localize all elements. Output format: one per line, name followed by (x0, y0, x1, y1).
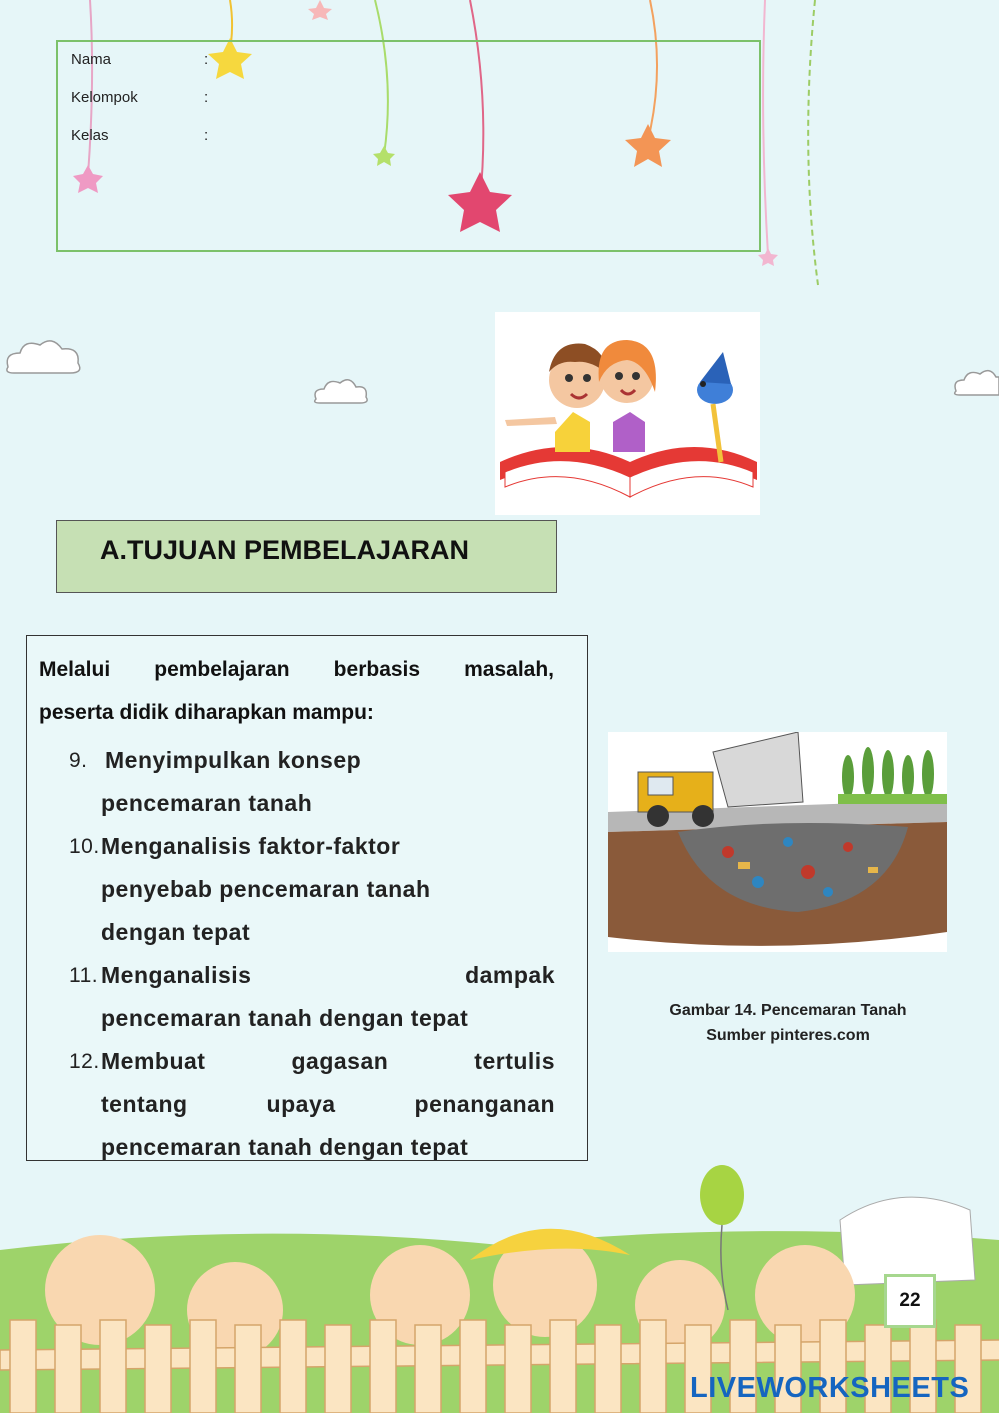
class-colon: : (204, 127, 209, 144)
name-label: Nama (71, 51, 112, 68)
name-row (71, 51, 209, 68)
soil-pollution-illustration (608, 732, 947, 952)
objective-number: 9. (69, 749, 88, 772)
name-colon: : (204, 51, 209, 68)
cloud-decoration (310, 375, 370, 407)
objective-line: pencemaran tanah (101, 790, 313, 816)
section-heading-box (56, 520, 557, 593)
learning-objectives-box (26, 635, 588, 1161)
figure-source: Sumber pinteres.com (706, 1027, 870, 1044)
objective-number: 11. (69, 964, 99, 987)
liveworksheets-logo: LIVEWORKSHEETS (690, 1372, 970, 1404)
star-icon (758, 248, 778, 266)
objective-line: dengan tepat (101, 919, 251, 945)
class-label: Kelas (71, 127, 109, 144)
group-colon: : (204, 89, 209, 106)
objective-number: 10. (69, 835, 100, 858)
objective-line: pencemaran tanah dengan tepat (101, 1005, 469, 1031)
objective-line: pencemaran tanah dengan tepat (101, 1134, 469, 1160)
objective-line: tentang upaya penanganan (101, 1091, 555, 1117)
star-icon (308, 0, 332, 20)
kids-reading-book-illustration (495, 312, 760, 515)
group-row (71, 89, 209, 106)
cloud-decoration (950, 365, 999, 400)
objective-line: Membuat gagasan tertulis (101, 1048, 555, 1074)
objective-line: Menyimpulkan konsep (105, 747, 362, 773)
page-number: 22 (884, 1274, 936, 1328)
student-info-box (56, 40, 761, 252)
objectives-intro-line-2: peserta didik diharapkan mampu: (39, 701, 374, 724)
objectives-intro-line-1: Melalui pembelajaran berbasis masalah, (39, 658, 554, 681)
group-label: Kelompok (71, 89, 138, 106)
section-heading: A.TUJUAN PEMBELAJARAN (100, 535, 470, 565)
objective-line: Menganalisis faktor-faktor (101, 833, 401, 859)
figure-caption (610, 998, 966, 1048)
objective-number: 12. (69, 1050, 100, 1073)
class-row (71, 127, 209, 144)
objective-line: penyebab pencemaran tanah (101, 876, 431, 902)
figure-title: Gambar 14. Pencemaran Tanah (669, 1002, 907, 1019)
objective-line: Menganalisis dampak (101, 962, 555, 988)
cloud-decoration (0, 335, 90, 380)
